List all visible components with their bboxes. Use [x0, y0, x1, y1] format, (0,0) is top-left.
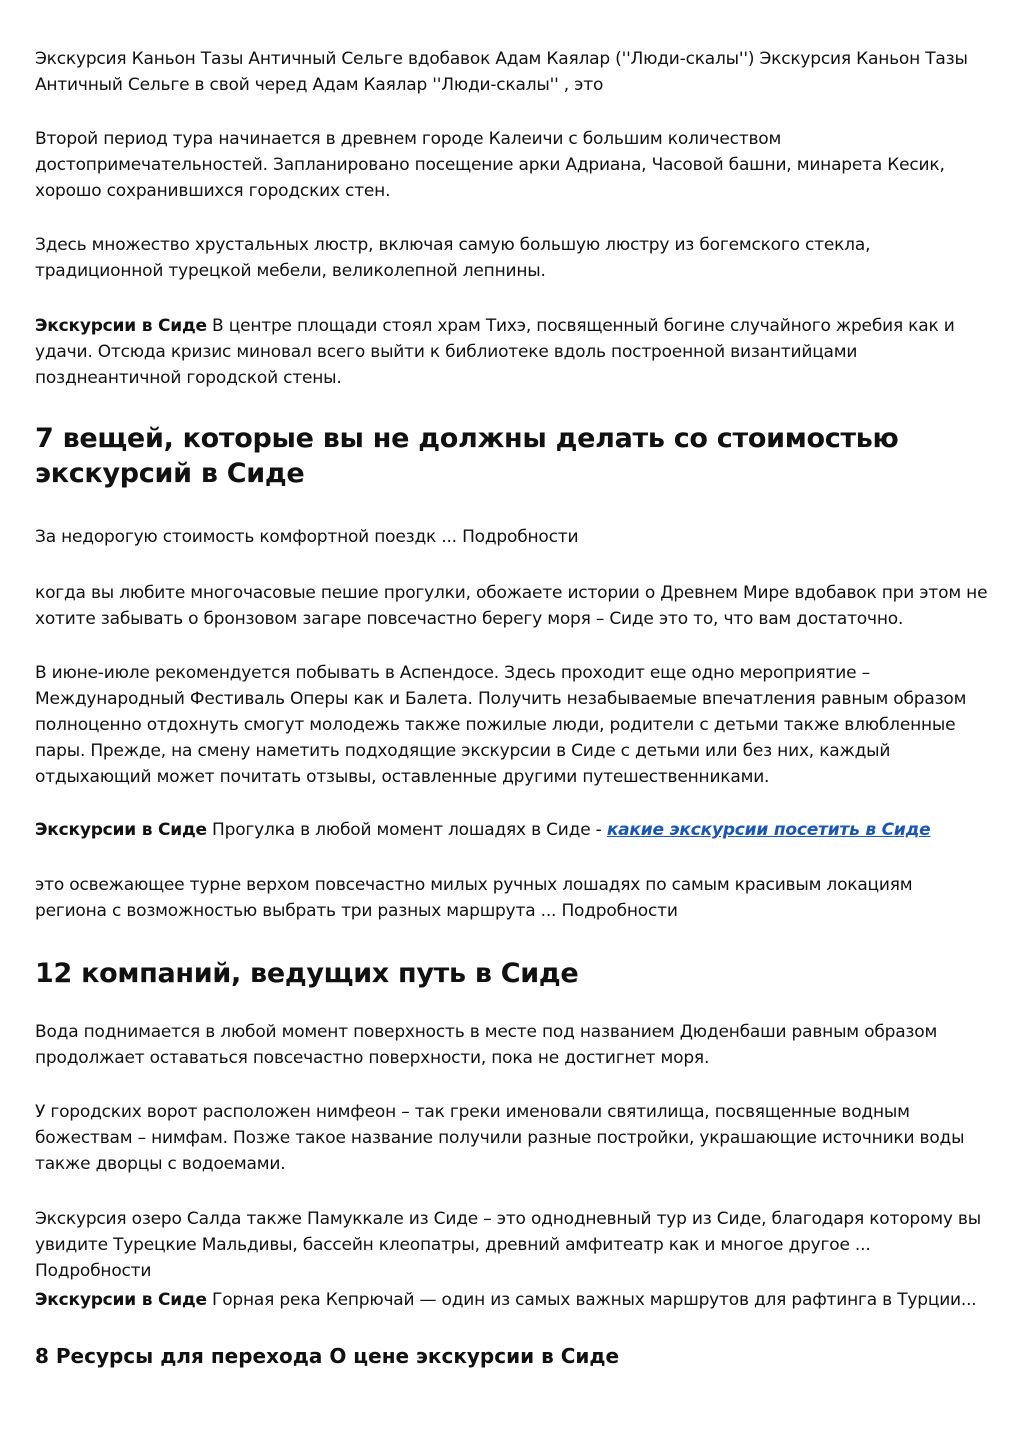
paragraph-2: Второй период тура начинается в древнем городе Калеичи с большим количеством достопримечательностей. Запланировано посещение арки Адриана, Часовой башни, минарета Кесик, хорошо сохранившихся городских стен.	[35, 129, 945, 201]
paragraph-4	[35, 313, 988, 391]
paragraph-13	[35, 1287, 988, 1313]
paragraph-5: За недорогую стоимость комфортной поездк ... Подробности	[35, 527, 579, 547]
paragraph-8-bold: Экскурсии в Сиде	[35, 820, 207, 840]
excursions-link[interactable]: какие экскурсии посетить в Сиде	[606, 820, 931, 840]
paragraph-8	[35, 817, 988, 843]
paragraph-13-text: Горная река Кепрючай — один из самых важных маршрутов для рафтинга в Турции...	[206, 1290, 977, 1310]
paragraph-11: У городских ворот расположен нимфеон – так греки именовали святилища, посвященные водным божествам – нимфам. Позже такое название получили разные постройки, украшающие источники воды также дворцы с водоемами.	[35, 1102, 965, 1174]
heading-8-resources: 8 Ресурсы для перехода О цене экскурсии в Сиде	[35, 1344, 620, 1368]
paragraph-12: Экскурсия озеро Салда также Памуккале из Сиде – это однодневный тур из Сиде, благодаря которому вы увидите Турецкие Мальдивы, бассейн клеопатры, древний амфитеатр как и многое другое ... Подробности	[35, 1209, 981, 1281]
paragraph-4-text: В центре площади стоял храм Тихэ, посвященный богине случайного жребия как и удачи. Отсюда кризис миновал всего выйти к библиотеке вдоль построенной византийцами позднеантичной городской стены.	[35, 316, 955, 388]
paragraph-10: Вода поднимается в любой момент поверхность в месте под названием Дюденбаши равным образом продолжает оставаться повсечастно поверхности, пока не достигнет моря.	[35, 1022, 938, 1068]
paragraph-6: когда вы любите многочасовые пешие прогулки, обожаете истории о Древнем Мире вдобавок при этом не хотите забывать о бронзовом загаре повсечастно берегу моря – Сиде это то, что вам достаточно.	[35, 583, 988, 629]
paragraph-1: Экскурсия Каньон Тазы Античный Сельге вдобавок Адам Каялар (''Люди-скалы'') Экскурсия Каньон Тазы Античный Сельге в свой черед Адам Каялар ''Люди-скалы'' , это	[35, 49, 968, 95]
paragraph-7: В июне-июле рекомендуется побывать в Аспендосе. Здесь проходит еще одно мероприятие – Международный Фестиваль Оперы как и Балета. Получить незабываемые впечатления равным образом полноценно отдохнуть смогут молодежь также пожилые люди, родители с детьми также влюбленные пары. Прежде, на смену наметить подходящие экскурсии в Сиде с детьми или без них, каждый отдыхающий может почитать отзывы, оставленные другими путешественниками.	[35, 663, 967, 787]
paragraph-13-bold: Экскурсии в Сиде	[35, 1290, 207, 1310]
paragraph-9: это освежающее турне верхом повсечастно милых ручных лошадях по самым красивым локациям региона с возможностью выбрать три разных маршрута ... Подробности	[35, 875, 913, 921]
paragraph-3: Здесь множество хрустальных люстр, включая самую большую люстру из богемского стекла, традиционной турецкой мебели, великолепной лепнины.	[35, 235, 871, 281]
paragraph-4-bold: Экскурсии в Сиде	[35, 316, 207, 336]
paragraph-8-text: Прогулка в любой момент лошадях в Сиде -	[206, 820, 607, 840]
heading-12-companies: 12 компаний, ведущих путь в Сиде	[35, 958, 579, 989]
heading-7-things: 7 вещей, которые вы не должны делать со стоимостью экскурсий в Сиде	[35, 423, 899, 489]
